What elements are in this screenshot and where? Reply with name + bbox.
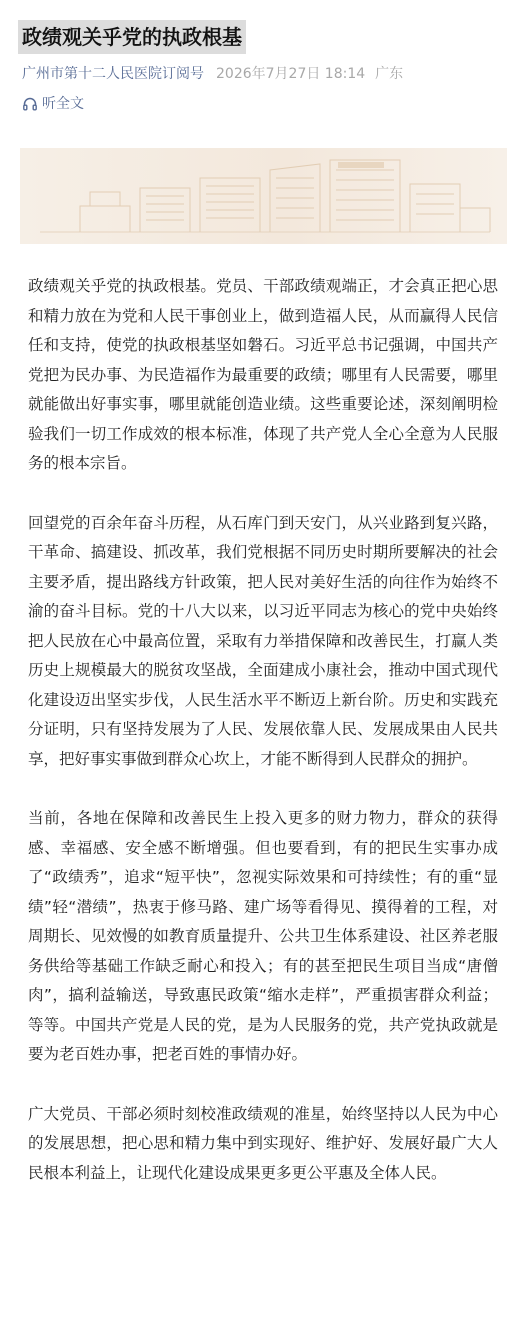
publish-date: 2026年7月27日 18:14 xyxy=(216,66,366,82)
article-title: 政绩观关乎党的执政根基 xyxy=(18,20,246,54)
article-paragraph: 政绩观关乎党的执政根基。党员、干部政绩观端正，才会真正把心思和精力放在为党和人民干事创业上，做到造福人民，从而赢得人民信任和支持，使党的执政根基坚如磐石。习近平总书记强调，中国共产党把为民办事、为民造福作为最重要的政绩；哪里有人民需要，哪里就能做出好事实事，哪里就能创造业绩。这些重要论述，深刻阐明检验我们一切工作成效的根本标准，体现了共产党人全心全意为人民服务的根本宗旨。 xyxy=(28,277,498,472)
headphones-icon xyxy=(22,96,38,112)
article-paragraph: 广大党员、干部必须时刻校准政绩观的准星，始终坚持以人民为中心的发展思想，把心思和精力集中到实现好、维护好、发展好最广大人民根本利益上，让现代化建设成果更多更公平惠及全体人民。 xyxy=(28,1104,498,1182)
hospital-banner-image xyxy=(20,148,507,244)
article-meta xyxy=(22,64,403,84)
article-paragraph: 回望党的百余年奋斗历程，从石库门到天安门，从兴业路到复兴路，干革命、搞建设、抓改革，我们党根据不同历史时期所要解决的社会主要矛盾，提出路线方针政策，把人民对美好生活的向往作为始终不渝的奋斗目标。党的十八大以来，以习近平同志为核心的党中央始终把人民放在心中最高位置，采取有力举措保障和改善民生，打赢人类历史上规模最大的脱贫攻坚战，全面建成小康社会，推动中国式现代化建设迈出坚实步伐，人民生活水平不断迈上新台阶。历史和实践充分证明，只有坚持发展为了人民、发展依靠人民、发展成果由人民共享，把好事实事做到群众心坎上，才能不断得到人民群众的拥护。 xyxy=(28,513,498,768)
account-name-link[interactable]: 广州市第十二人民医院订阅号 xyxy=(22,66,204,82)
listen-full-text-button[interactable] xyxy=(22,94,84,114)
article-body xyxy=(28,272,498,1218)
hospital-building-illustration xyxy=(40,160,490,232)
publish-location: 广东 xyxy=(375,66,404,82)
article-paragraph: 当前，各地在保障和改善民生上投入更多的财力物力，群众的获得感、幸福感、安全感不断增强。但也要看到，有的把民生实事办成了“政绩秀”，追求“短平快”，忽视实际效果和可持续性；有的重“显绩”轻“潜绩”，热衷于修马路、建广场等看得见、摸得着的工程，对周期长、见效慢的如教育质量提升、公共卫生体系建设、社区养老服务供给等基础工作缺乏耐心和投入；有的甚至把民生项目当成“唐僧肉”，搞利益输送，导致惠民政策“缩水走样”，严重损害群众利益；等等。中国共产党是人民的党，是为人民服务的党，共产党执政就是要为老百姓办事，把老百姓的事情办好。 xyxy=(28,809,498,1063)
listen-label: 听全文 xyxy=(42,96,84,112)
